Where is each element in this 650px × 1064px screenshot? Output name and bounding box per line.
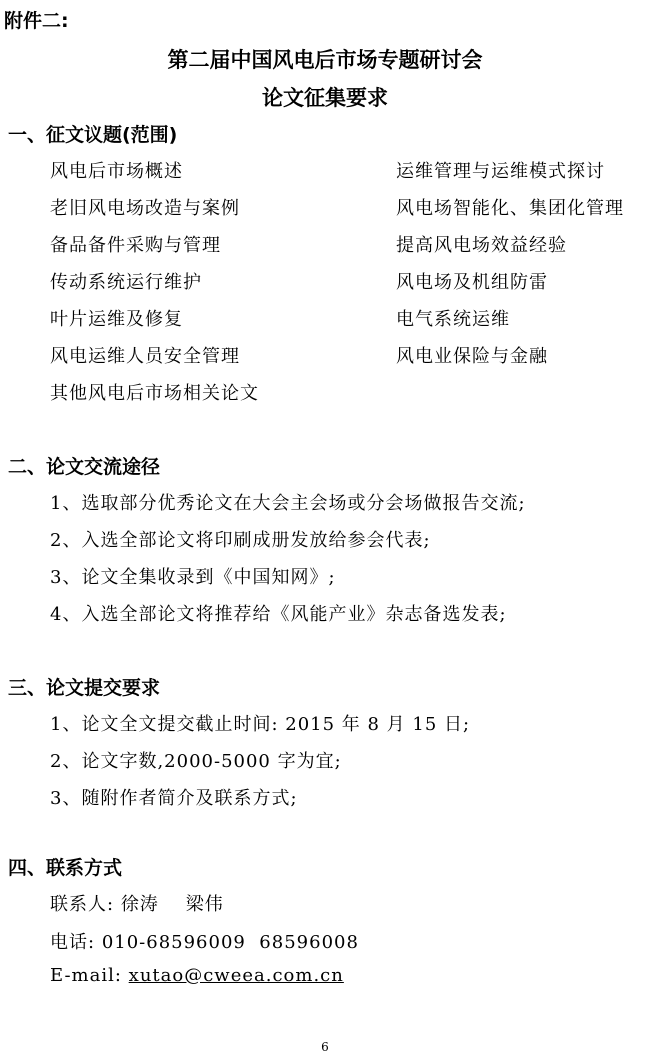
submission-item: 2、论文字数,2000-5000 字为宜; bbox=[50, 751, 342, 772]
exchange-item: 2、入选全部论文将印刷成册发放给参会代表; bbox=[50, 530, 431, 551]
topic-item: 电气系统运维 bbox=[396, 309, 510, 330]
section-heading-topics: 一、征文议题(范围) bbox=[8, 124, 178, 146]
topic-item: 风电后市场概述 bbox=[50, 161, 183, 182]
document-title: 第二届中国风电后市场专题研讨会 bbox=[167, 48, 483, 72]
exchange-item: 4、入选全部论文将推荐给《风能产业》杂志备选发表; bbox=[50, 604, 507, 625]
phone-label: 电话: bbox=[50, 932, 96, 953]
topic-item: 风电业保险与金融 bbox=[396, 346, 548, 367]
attachment-label: 附件二: bbox=[4, 10, 69, 32]
phone-row bbox=[50, 928, 359, 954]
topic-item: 风电场及机组防雷 bbox=[396, 272, 548, 293]
contact-label: 联系人: bbox=[50, 894, 115, 915]
contact-names: 徐涛 梁伟 bbox=[120, 894, 224, 915]
topic-item: 备品备件采购与管理 bbox=[50, 235, 221, 256]
topic-item: 其他风电后市场相关论文 bbox=[50, 383, 259, 404]
document-subtitle: 论文征集要求 bbox=[262, 86, 388, 110]
email-link[interactable]: xutao@cweea.com.cn bbox=[128, 965, 344, 986]
contact-row bbox=[50, 890, 224, 916]
topic-item: 风电场智能化、集团化管理 bbox=[396, 198, 624, 219]
email-label: E-mail: bbox=[50, 965, 122, 986]
topic-item: 叶片运维及修复 bbox=[50, 309, 183, 330]
submission-item: 3、随附作者简介及联系方式; bbox=[50, 788, 298, 809]
topic-item: 传动系统运行维护 bbox=[50, 272, 202, 293]
topic-item: 提高风电场效益经验 bbox=[396, 235, 567, 256]
submission-item: 1、论文全文提交截止时间: 2015 年 8 月 15 日; bbox=[50, 714, 471, 735]
topic-item: 老旧风电场改造与案例 bbox=[50, 198, 240, 219]
topic-item: 风电运维人员安全管理 bbox=[50, 346, 240, 367]
email-row bbox=[50, 965, 344, 986]
section-heading-submission: 三、论文提交要求 bbox=[8, 677, 161, 699]
topic-item: 运维管理与运维模式探讨 bbox=[396, 161, 605, 182]
section-heading-exchange: 二、论文交流途径 bbox=[8, 456, 161, 478]
exchange-item: 1、选取部分优秀论文在大会主会场或分会场做报告交流; bbox=[50, 493, 526, 514]
page-number: 6 bbox=[321, 1040, 329, 1054]
section-heading-contact: 四、联系方式 bbox=[8, 857, 123, 879]
phone-numbers: 010-68596009 68596008 bbox=[101, 932, 359, 953]
exchange-item: 3、论文全集收录到《中国知网》; bbox=[50, 567, 336, 588]
